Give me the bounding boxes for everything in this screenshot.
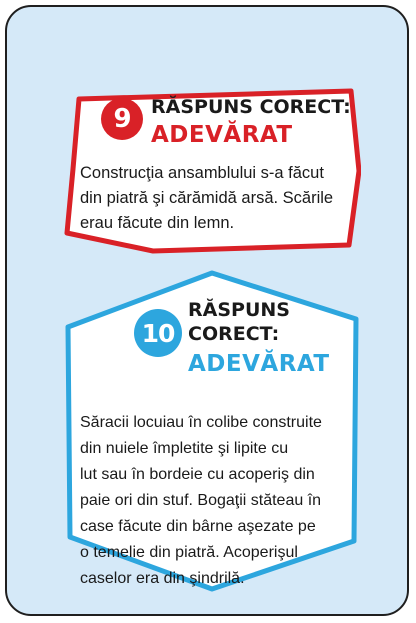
answer-heading: RĂSPUNS CORECT: bbox=[151, 96, 351, 118]
quiz-card bbox=[5, 5, 409, 616]
question-number-badge: 10 bbox=[134, 309, 182, 357]
answer-heading-line-2: CORECT: bbox=[188, 323, 280, 345]
answer-heading bbox=[188, 298, 290, 346]
explanation-text-last-line: caselor era din şindrilă. bbox=[80, 570, 245, 587]
answer-value: ADEVĂRAT bbox=[151, 122, 293, 148]
explanation-text bbox=[80, 384, 344, 616]
question-number-badge: 9 bbox=[101, 98, 143, 140]
explanation-text-main: Săracii locuiau în colibe construite din nuiele împletite şi lipite cu lut sau în bordeie cu acoperiş din paie ori din stuf. Bogaţii stăteau în case făcute din bârne aşezate pe o temelie din piatră. Acoperişul bbox=[80, 414, 322, 561]
answer-heading-line-1: RĂSPUNS bbox=[188, 299, 290, 321]
answer-panel-9 bbox=[63, 85, 361, 255]
answer-panel-10 bbox=[64, 269, 360, 593]
answer-value: ADEVĂRAT bbox=[188, 351, 330, 377]
explanation-text: Construcţia ansamblului s-a făcut din piatră şi cărămidă arsă. Scările erau făcute din lemn. bbox=[80, 164, 334, 232]
